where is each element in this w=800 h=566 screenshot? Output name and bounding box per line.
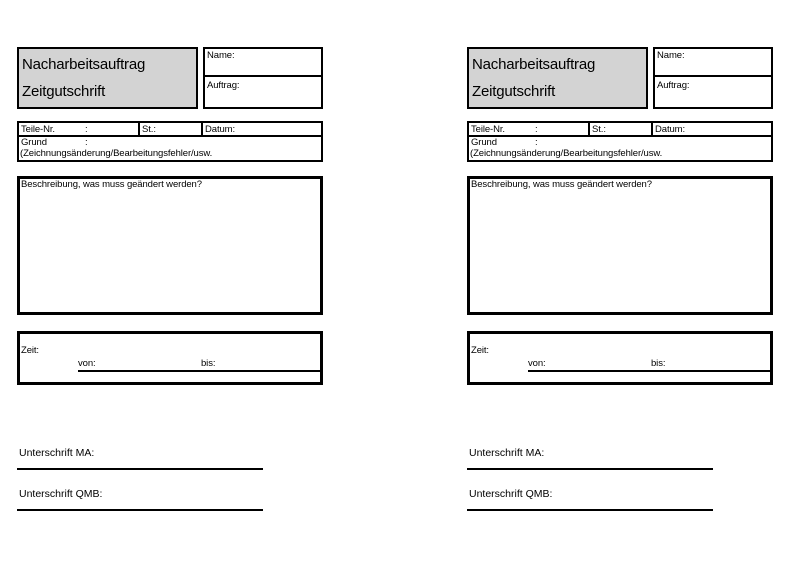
auftrag-input-area[interactable] (655, 90, 771, 107)
grund-label: Grund (21, 137, 47, 148)
unterschrift-ma-label: Unterschrift MA: (19, 447, 95, 459)
description-input-area[interactable] (470, 191, 770, 312)
datum-label: Datum: (205, 124, 236, 135)
grund-row (19, 137, 321, 160)
stueck-cell (588, 123, 651, 135)
zeit-label: Zeit: (471, 345, 489, 356)
datum-input-area[interactable] (241, 123, 321, 135)
form-title-line1: Nacharbeitsauftrag (472, 56, 596, 73)
form-title-line2: Zeitgutschrift (22, 83, 106, 100)
bis-label: bis: (201, 358, 216, 369)
datum-label: Datum: (655, 124, 686, 135)
teile-nr-cell (19, 123, 138, 135)
zeit-block (467, 331, 773, 385)
name-label: Name: (207, 50, 235, 61)
auftrag-input-area[interactable] (205, 90, 321, 107)
teile-nr-input-area[interactable] (541, 123, 588, 135)
description-block (17, 176, 323, 315)
teile-nr-label: Teile-Nr. (471, 124, 505, 135)
unterschrift-qmb-signature-line[interactable] (17, 509, 263, 511)
zeit-block (17, 331, 323, 385)
unterschrift-qmb-label: Unterschrift QMB: (469, 488, 553, 500)
description-label: Beschreibung, was muss geändert werden? (21, 179, 202, 190)
parts-grund-block (17, 121, 323, 162)
datum-input-area[interactable] (691, 123, 771, 135)
form-copy-right (467, 47, 773, 513)
unterschrift-ma-signature-line[interactable] (17, 468, 263, 470)
name-cell (655, 49, 771, 77)
zeit-label: Zeit: (21, 345, 39, 356)
unterschrift-qmb-signature-line[interactable] (467, 509, 713, 511)
form-title-block (467, 47, 648, 109)
stueck-label: St.: (592, 124, 606, 135)
name-input-area[interactable] (655, 60, 771, 75)
teile-nr-colon: : (85, 124, 88, 135)
teile-nr-input-area[interactable] (91, 123, 138, 135)
unterschrift-ma-label: Unterschrift MA: (469, 447, 545, 459)
stueck-cell (138, 123, 201, 135)
name-auftrag-block (203, 47, 323, 109)
von-label: von: (528, 358, 546, 369)
datum-cell (651, 123, 771, 135)
grund-colon: : (85, 137, 88, 148)
von-label: von: (78, 358, 96, 369)
teile-nr-label: Teile-Nr. (21, 124, 55, 135)
grund-input-area[interactable] (91, 137, 321, 148)
teile-nr-colon: : (535, 124, 538, 135)
form-title-block (17, 47, 198, 109)
bis-label: bis: (651, 358, 666, 369)
name-cell (205, 49, 321, 77)
stueck-input-area[interactable] (160, 123, 201, 135)
auftrag-label: Auftrag: (207, 80, 240, 91)
teile-nr-cell (469, 123, 588, 135)
description-block (467, 176, 773, 315)
name-auftrag-block (653, 47, 773, 109)
zeit-fill-line[interactable] (528, 359, 770, 372)
auftrag-cell (655, 79, 771, 107)
datum-cell (201, 123, 321, 135)
stueck-label: St.: (142, 124, 156, 135)
unterschrift-ma-signature-line[interactable] (467, 468, 713, 470)
description-input-area[interactable] (20, 191, 320, 312)
unterschrift-qmb-label: Unterschrift QMB: (19, 488, 103, 500)
auftrag-label: Auftrag: (657, 80, 690, 91)
grund-hint: (Zeichnungsänderung/Bearbeitungsfehler/usw. (470, 148, 663, 159)
auftrag-cell (205, 79, 321, 107)
name-label: Name: (657, 50, 685, 61)
grund-row (469, 137, 771, 160)
form-title-line1: Nacharbeitsauftrag (22, 56, 146, 73)
grund-colon: : (535, 137, 538, 148)
stueck-input-area[interactable] (610, 123, 651, 135)
parts-grund-block (467, 121, 773, 162)
grund-label: Grund (471, 137, 497, 148)
form-title-line2: Zeitgutschrift (472, 83, 556, 100)
parts-row (19, 123, 321, 137)
form-copy-left (17, 47, 323, 513)
parts-row (469, 123, 771, 137)
name-input-area[interactable] (205, 60, 321, 75)
grund-input-area[interactable] (541, 137, 771, 148)
zeit-fill-line[interactable] (78, 359, 320, 372)
description-label: Beschreibung, was muss geändert werden? (471, 179, 652, 190)
grund-hint: (Zeichnungsänderung/Bearbeitungsfehler/usw. (20, 148, 213, 159)
